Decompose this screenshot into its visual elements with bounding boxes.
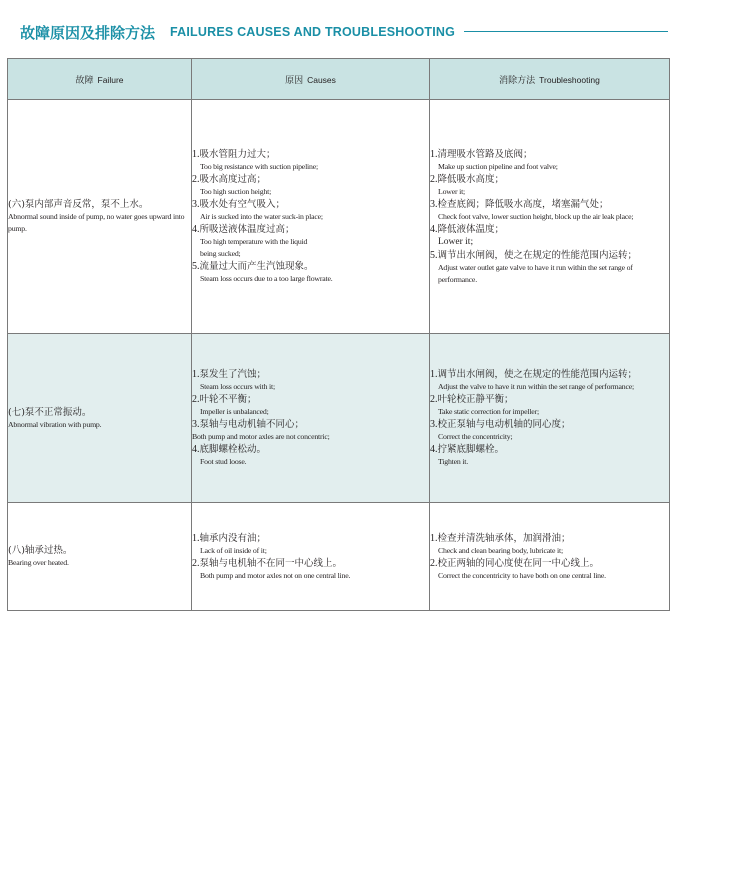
item-number: 3.	[430, 419, 438, 430]
fix-en: Check foot valve, lower suction height, block up the air leak place;	[438, 211, 634, 221]
item-number: 2.	[430, 173, 438, 185]
failure-cell	[8, 334, 192, 503]
item-number: 2.	[430, 394, 438, 405]
cause-item	[192, 443, 429, 468]
troubleshooting-table	[7, 58, 670, 611]
causes-cell	[192, 503, 430, 611]
cause-en: Air is sucked into the water suck-in place;	[200, 212, 323, 221]
item-number: 2.	[192, 557, 200, 569]
item-number: 3.	[192, 419, 200, 430]
cause-item	[192, 260, 429, 285]
item-number: 2.	[192, 174, 200, 185]
cause-cn: 吸水处有空气吸入；	[199, 199, 286, 210]
fix-item	[430, 557, 669, 582]
fix-item	[430, 173, 669, 198]
item-number: 4.	[430, 223, 438, 235]
failure-en: Abnormal sound inside of pump, no water goes upward into pump.	[8, 212, 185, 233]
failure-cn: (八)轴承过热。	[8, 545, 73, 556]
item-number: 2.	[192, 394, 200, 405]
cause-en: Steam loss occurs with it;	[200, 382, 275, 391]
cause-cn: 所吸送液体温度过高；	[199, 224, 295, 235]
column-header-cn: 消除方法	[499, 75, 536, 86]
column-header-failure	[8, 59, 192, 100]
fix-cn: 检查并清洗轴承体，加润滑油；	[437, 532, 571, 544]
fix-item	[430, 393, 669, 418]
fix-en: Take static correction for impeller;	[438, 407, 539, 416]
cause-item	[192, 223, 429, 260]
item-number: 3.	[192, 199, 200, 210]
causes-cell	[192, 334, 430, 503]
failure-cell	[8, 503, 192, 611]
fix-en: Adjust the valve to have it run within the set range of performance;	[438, 382, 634, 391]
title-rule	[464, 31, 668, 32]
item-number: 1.	[430, 148, 438, 160]
column-header-troubleshooting	[430, 59, 670, 100]
item-number: 1.	[430, 369, 438, 380]
cause-item	[192, 198, 429, 223]
cause-en: Too high suction height;	[200, 187, 272, 196]
cause-item	[192, 418, 429, 443]
cause-item	[192, 148, 429, 173]
failure-en: Bearing over heated.	[8, 558, 69, 567]
item-number: 4.	[192, 444, 200, 455]
failure-cn: (七)泵不正常振动。	[8, 406, 92, 418]
failure-cn: (六)泵内部声音反常，泵不上水。	[8, 199, 149, 210]
fix-cn: 拧紧底脚螺栓。	[437, 444, 505, 455]
column-header-causes	[192, 59, 430, 100]
page-title-en: FAILURES CAUSES AND TROUBLESHOOTING	[170, 25, 456, 39]
fix-cn: 校正两轴的同心度使在同一中心线上。	[437, 557, 600, 569]
column-header-cn: 原因	[285, 75, 304, 86]
page-header	[20, 22, 668, 42]
fix-en: Make up suction pipeline and foot valve;	[438, 161, 558, 171]
cause-cn: 底脚螺栓松动。	[199, 444, 267, 455]
fix-cn: 调节出水闸阀，使之在规定的性能范围内运转；	[437, 369, 638, 380]
fix-en: Tighten it.	[438, 457, 469, 466]
cause-item	[192, 393, 429, 418]
fix-item	[430, 223, 669, 249]
item-number: 1.	[430, 532, 438, 544]
fix-item	[430, 148, 669, 173]
item-number: 1.	[192, 149, 200, 160]
fix-item	[430, 443, 669, 468]
table-header-row	[8, 59, 670, 100]
column-header-en: Failure	[97, 74, 124, 85]
cause-cn: 泵轴与电机轴不在同一中心线上。	[199, 557, 343, 569]
troubleshooting-cell	[430, 334, 670, 503]
table-row	[8, 503, 670, 611]
item-number: 1.	[192, 532, 200, 544]
cause-en: Too big resistance with suction pipeline;	[200, 162, 318, 171]
fix-cn: 检查底阀；降低吸水高度，堵塞漏气处；	[437, 198, 609, 210]
cause-cn: 吸水高度过高；	[199, 174, 267, 185]
item-number: 1.	[192, 369, 200, 380]
cause-en: Lack of oil inside of it;	[200, 545, 267, 555]
fix-en: Correct the concentricity to have both on one central line.	[438, 570, 606, 580]
fix-item	[430, 532, 669, 557]
cause-item	[192, 173, 429, 198]
item-number: 5.	[192, 261, 200, 272]
cause-cn: 流量过大而产生汽蚀现象。	[199, 261, 314, 272]
table-row	[8, 100, 670, 334]
fix-cn: 清理吸水管路及底阀；	[437, 148, 533, 160]
cause-en: Steam loss occurs due to a too large flowrate.	[200, 274, 333, 283]
item-number: 5.	[430, 249, 438, 261]
fix-cn: 调节出水闸阀，使之在规定的性能范围内运转；	[437, 249, 638, 261]
cause-cn: 泵发生了汽蚀；	[199, 369, 267, 380]
cause-cn: 泵轴与电动机轴不同心；	[199, 419, 305, 430]
fix-cn: 校正泵轴与电动机轴的同心度；	[437, 419, 571, 430]
fix-en: Check and clean bearing body, lubricate it;	[438, 545, 563, 555]
fix-item	[430, 198, 669, 223]
page-title-cn: 故障原因及排除方法	[20, 24, 156, 42]
cause-en: Foot stud loose.	[200, 457, 247, 466]
cause-item	[192, 557, 429, 582]
item-number: 2.	[430, 557, 438, 569]
column-header-cn: 故障	[75, 75, 94, 86]
item-number: 3.	[430, 198, 438, 210]
table-row	[8, 334, 670, 503]
cause-en: Both pump and motor axles are not concentric;	[192, 432, 330, 441]
failure-en: Abnormal vibration with pump.	[8, 419, 102, 429]
cause-item	[192, 368, 429, 393]
cause-en: Impeller is unbalanced;	[200, 407, 269, 416]
cause-en: Too high temperature with the liquid being sucked;	[200, 237, 308, 258]
cause-cn: 吸水管阻力过大；	[199, 149, 276, 160]
fix-en: Lower it;	[438, 236, 474, 247]
item-number: 4.	[430, 444, 438, 455]
fix-cn: 降低液体温度；	[437, 223, 505, 235]
column-header-en: Troubleshooting	[539, 74, 600, 85]
causes-cell	[192, 100, 430, 334]
troubleshooting-cell	[430, 100, 670, 334]
fix-item	[430, 368, 669, 393]
fix-en: Lower it;	[438, 186, 465, 196]
failure-cell	[8, 100, 192, 334]
fix-item	[430, 418, 669, 443]
troubleshooting-cell	[430, 503, 670, 611]
fix-item	[430, 249, 669, 286]
fix-en: Adjust water outlet gate valve to have it run within the set range of performance.	[438, 262, 633, 284]
cause-cn: 轴承内没有油；	[199, 532, 267, 544]
cause-en: Both pump and motor axles not on one central line.	[200, 570, 351, 580]
cause-item	[192, 532, 429, 557]
cause-cn: 叶轮不平衡；	[199, 394, 257, 405]
item-number: 4.	[192, 224, 200, 235]
fix-cn: 叶轮校正静平衡；	[437, 394, 514, 405]
fix-en: Correct the concentricity;	[438, 432, 513, 441]
fix-cn: 降低吸水高度；	[437, 173, 505, 185]
column-header-en: Causes	[307, 74, 336, 85]
